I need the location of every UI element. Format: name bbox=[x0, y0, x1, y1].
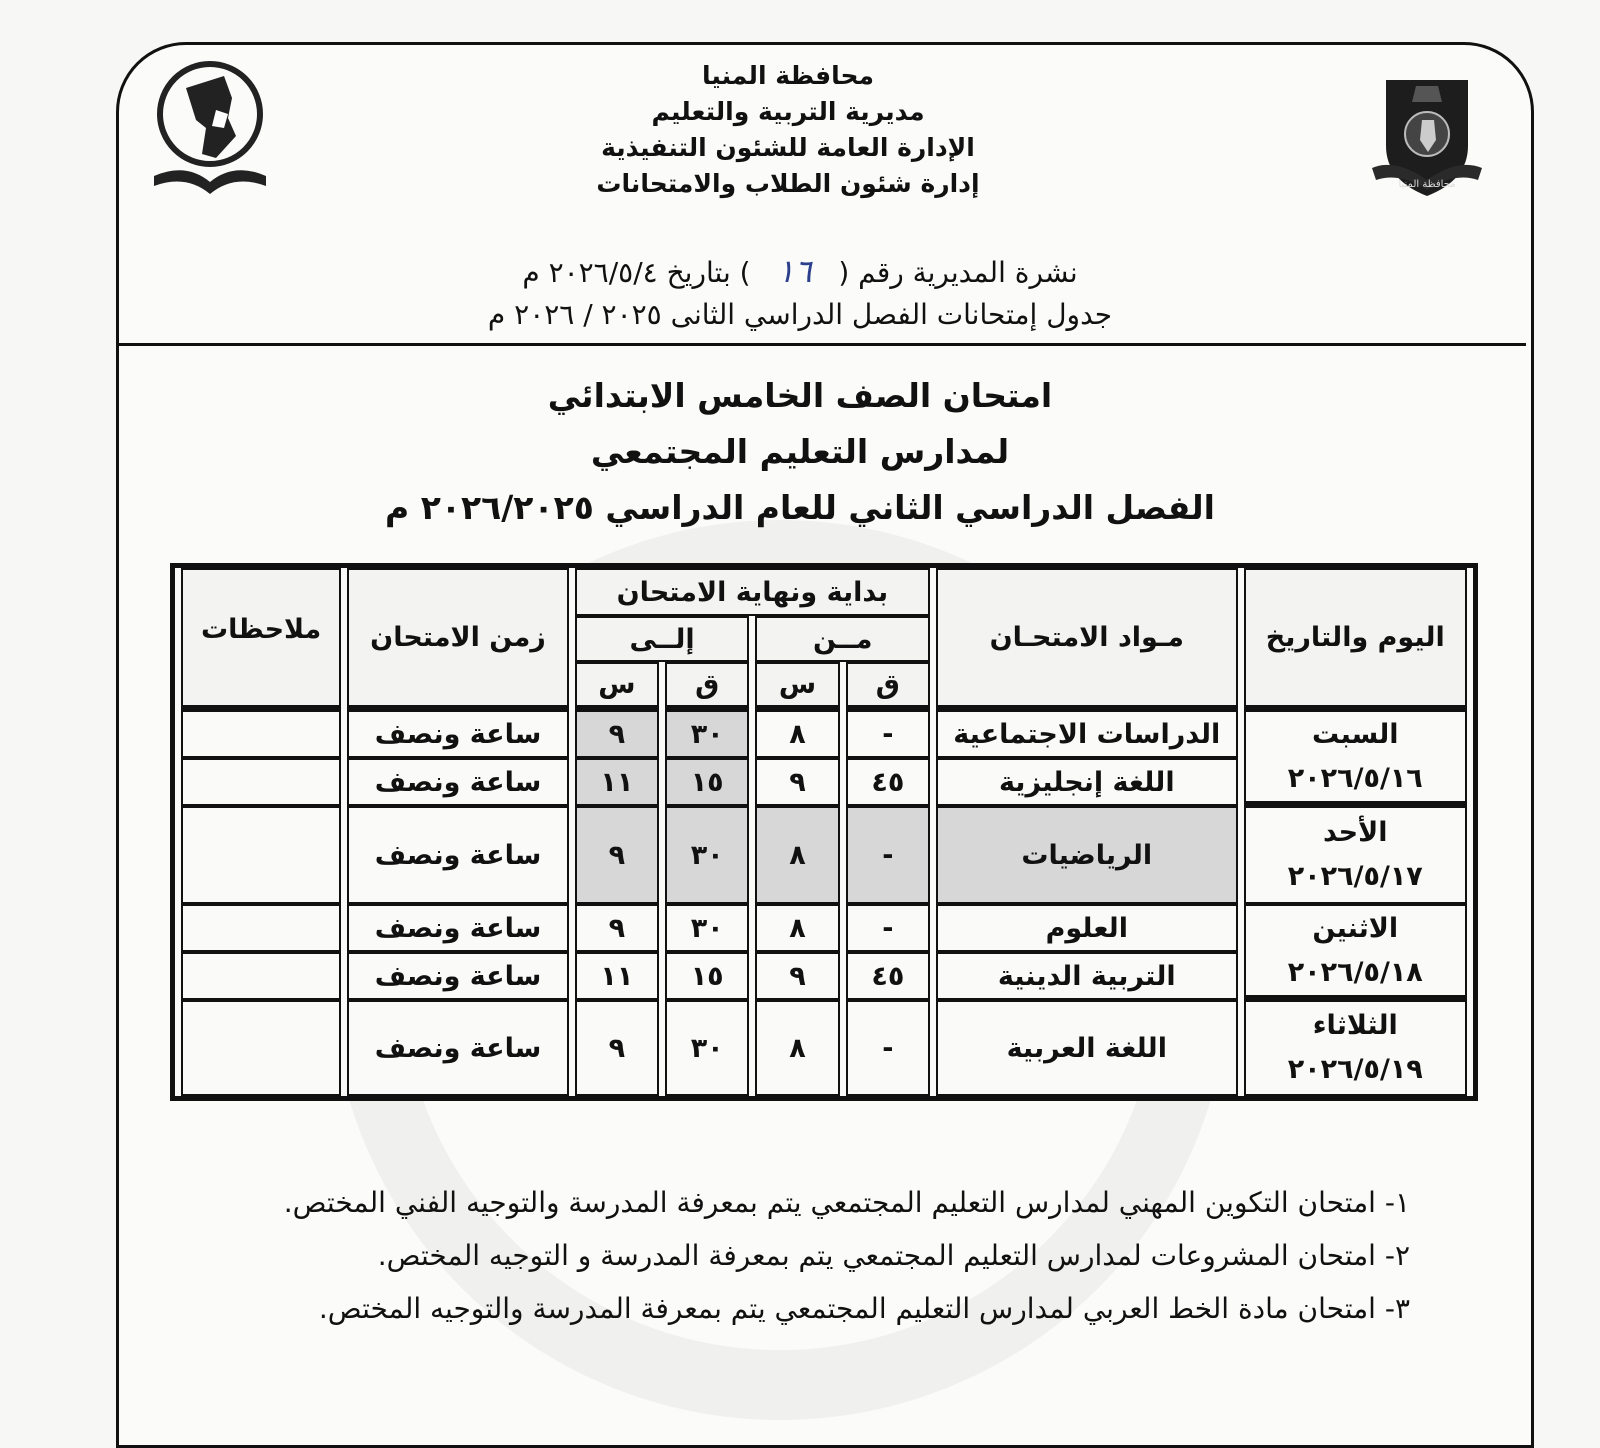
subject-cell: الرياضيات bbox=[936, 806, 1238, 904]
duration-cell: ساعة ونصف bbox=[347, 806, 568, 904]
subject-cell: اللغة العربية bbox=[936, 1000, 1238, 1096]
exam-schedule-table bbox=[170, 563, 1478, 1101]
day-cell-tuesday bbox=[1244, 1000, 1467, 1096]
bulletin-line bbox=[0, 250, 1600, 294]
divider bbox=[118, 343, 1526, 346]
table-row bbox=[181, 806, 1467, 904]
table-row bbox=[181, 1000, 1467, 1096]
duration-cell: ساعة ونصف bbox=[347, 904, 568, 952]
from-minute-cell: - bbox=[846, 1000, 930, 1096]
header-to-minute: ق bbox=[665, 662, 749, 710]
header-day-date: اليوم والتاريخ bbox=[1244, 568, 1467, 710]
from-minute-cell: - bbox=[846, 710, 930, 758]
day-date: ٢٠٢٦/٥/١٨ bbox=[1287, 956, 1423, 988]
day-date: ٢٠٢٦/٥/١٦ bbox=[1287, 762, 1423, 794]
from-minute-cell: ٤٥ bbox=[846, 952, 930, 1000]
bulletin-date: ٢٠٢٦/٥/٤ م bbox=[522, 256, 658, 289]
table-row bbox=[181, 904, 1467, 952]
footnotes bbox=[210, 1176, 1410, 1335]
day-name: الثلاثاء bbox=[1312, 1010, 1398, 1041]
from-hour-cell: ٩ bbox=[755, 952, 839, 1000]
subject-cell: التربية الدينية bbox=[936, 952, 1238, 1000]
header-start-end: بداية ونهاية الامتحان bbox=[575, 568, 930, 616]
from-hour-cell: ٨ bbox=[755, 806, 839, 904]
bulletin-number: ١٦ bbox=[777, 252, 812, 290]
to-hour-cell: ٩ bbox=[575, 710, 659, 758]
directorate-name: مديرية التربية والتعليم bbox=[651, 97, 925, 126]
subject-cell: الدراسات الاجتماعية bbox=[936, 710, 1238, 758]
to-minute-cell: ١٥ bbox=[665, 758, 749, 806]
to-hour-cell: ١١ bbox=[575, 952, 659, 1000]
note-cell bbox=[181, 806, 341, 904]
department-name: إدارة شئون الطلاب والامتحانات bbox=[596, 169, 980, 198]
day-date: ٢٠٢٦/٥/١٩ bbox=[1287, 1054, 1423, 1085]
duration-cell: ساعة ونصف bbox=[347, 1000, 568, 1096]
day-date: ٢٠٢٦/٥/١٧ bbox=[1287, 861, 1423, 892]
from-hour-cell: ٨ bbox=[755, 710, 839, 758]
general-administration: الإدارة العامة للشئون التنفيذية bbox=[601, 133, 975, 162]
note-cell bbox=[181, 710, 341, 758]
day-name: السبت bbox=[1312, 718, 1399, 750]
to-minute-cell: ٣٠ bbox=[665, 710, 749, 758]
from-minute-cell: - bbox=[846, 904, 930, 952]
duration-cell: ساعة ونصف bbox=[347, 710, 568, 758]
to-minute-cell: ٣٠ bbox=[665, 904, 749, 952]
day-cell-sunday bbox=[1244, 806, 1467, 904]
bulletin-info bbox=[0, 250, 1600, 336]
subject-cell: اللغة إنجليزية bbox=[936, 758, 1238, 806]
logo-caption: محافظة المنيا bbox=[1398, 179, 1456, 190]
grade-title: امتحان الصف الخامس الابتدائي bbox=[547, 376, 1053, 415]
note-cell bbox=[181, 1000, 341, 1096]
exam-titles bbox=[0, 368, 1600, 536]
table-row bbox=[181, 710, 1467, 758]
to-hour-cell: ٩ bbox=[575, 904, 659, 952]
to-minute-cell: ٣٠ bbox=[665, 1000, 749, 1096]
from-hour-cell: ٩ bbox=[755, 758, 839, 806]
to-minute-cell: ١٥ bbox=[665, 952, 749, 1000]
header-duration: زمن الامتحان bbox=[347, 568, 568, 710]
from-minute-cell: ٤٥ bbox=[846, 758, 930, 806]
to-minute-cell: ٣٠ bbox=[665, 806, 749, 904]
note-cell bbox=[181, 904, 341, 952]
header-to: إلــى bbox=[575, 616, 750, 662]
schools-title: لمدارس التعليم المجتمعي bbox=[590, 432, 1010, 471]
footnote-1: ١- امتحان التكوين المهني لمدارس التعليم المجتمعي يتم بمعرفة المدرسة والتوجيه الفني المختص. bbox=[283, 1186, 1410, 1219]
note-cell bbox=[181, 758, 341, 806]
to-hour-cell: ١١ bbox=[575, 758, 659, 806]
header-notes: ملاحظات bbox=[181, 568, 341, 710]
header-from: مــن bbox=[755, 616, 930, 662]
header-from-minute: ق bbox=[846, 662, 930, 710]
footnote-2: ٢- امتحان المشروعات لمدارس التعليم المجتمعي يتم بمعرفة المدرسة و التوجيه المختص. bbox=[377, 1239, 1410, 1272]
to-hour-cell: ٩ bbox=[575, 806, 659, 904]
term-title: الفصل الدراسي الثاني للعام الدراسي ٢٠٢٦/٢٠٢٥ م bbox=[385, 488, 1215, 527]
header-subjects: مـواد الامتحـان bbox=[936, 568, 1238, 710]
header-from-hour: س bbox=[755, 662, 839, 710]
subject-cell: العلوم bbox=[936, 904, 1238, 952]
issuer-header bbox=[0, 58, 1600, 202]
from-hour-cell: ٨ bbox=[755, 904, 839, 952]
bulletin-prefix: نشرة المديرية رقم ( bbox=[838, 256, 1078, 289]
duration-cell: ساعة ونصف bbox=[347, 952, 568, 1000]
day-cell-monday bbox=[1244, 904, 1467, 1000]
day-name: الاثنين bbox=[1312, 912, 1399, 944]
day-name: الأحد bbox=[1323, 817, 1388, 848]
duration-cell: ساعة ونصف bbox=[347, 758, 568, 806]
note-cell bbox=[181, 952, 341, 1000]
to-hour-cell: ٩ bbox=[575, 1000, 659, 1096]
governorate-name: محافظة المنيا bbox=[702, 61, 874, 90]
schedule-title-line: جدول إمتحانات الفصل الدراسي الثانى ٢٠٢٥ / ٢٠٢٦ م bbox=[487, 298, 1113, 331]
footnote-3: ٣- امتحان مادة الخط العربي لمدارس التعليم المجتمعي يتم بمعرفة المدرسة والتوجيه المختص. bbox=[318, 1292, 1410, 1325]
day-cell-saturday bbox=[1244, 710, 1467, 806]
header-to-hour: س bbox=[575, 662, 659, 710]
from-hour-cell: ٨ bbox=[755, 1000, 839, 1096]
bulletin-middle: ) بتاريخ bbox=[666, 256, 751, 289]
from-minute-cell: - bbox=[846, 806, 930, 904]
